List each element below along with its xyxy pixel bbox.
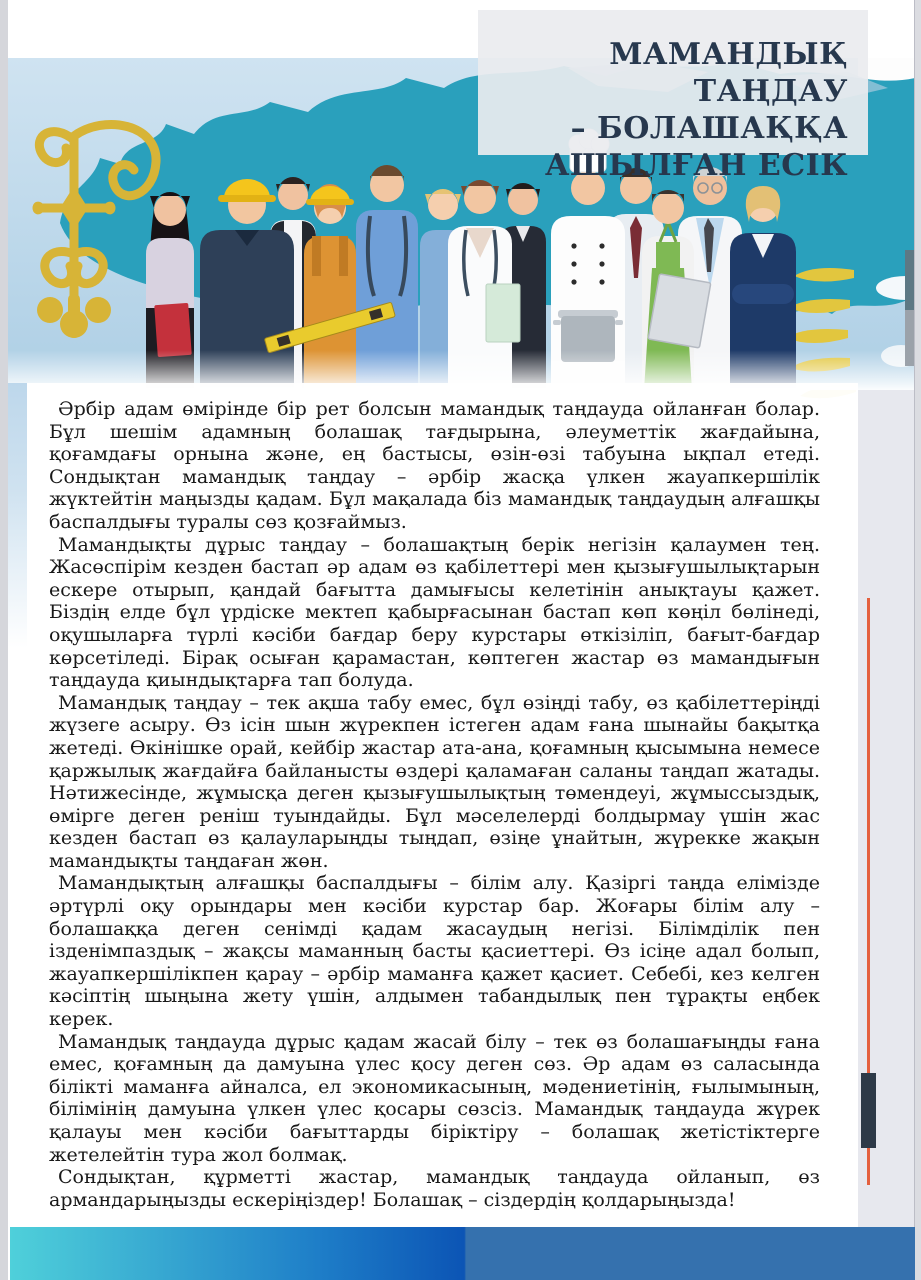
scrollbar-thumb[interactable] xyxy=(861,1073,876,1148)
article-title-line-2: – БОЛАШАҚҚА xyxy=(570,111,848,146)
paragraph-3: Мамандық таңдау – тек ақша табу емес, бұл өзіңді табу, өз қабілеттеріңді жүзеге асыру. Өз ісін шын жүрекпен істеген адам ғана шынайы бақытқа жетеді. Өкінішке орай, кейбір жастар ата-ана, қоғамның қысымына немесе қаржылық жағдайға байланысты өздері қаламаған саланы таңдап жатады. Нәтижесінде, жұмысқа деген қызығушылықтың төмендеуі, жұмыссыздық, өмірге деген реніш туындайды. Бұл мәселелерді болдырмау үшін жас кезден бастап өз қалауларыңды тыңдап, өзіңе ұнайтын, жүрекке жақын мамандықты таңдаған жөн. xyxy=(49,691,820,872)
paragraph-6: Сондықтан, құрметті жастар, мамандық таңдауда ойланып, өз армандарыңызды ескеріңіздер! Болашақ – сіздердің қолдарыңызда! xyxy=(49,1166,820,1211)
article-body-panel xyxy=(27,383,858,1227)
article-title-line-3: АШЫЛҒАН ЕСІК xyxy=(544,148,848,183)
clipboard-prop xyxy=(648,274,711,348)
page-left-edge xyxy=(0,0,8,1280)
article-title-box xyxy=(478,10,868,183)
paragraph-1: Әрбір адам өмірінде бір рет болсын мамандық таңдауда ойланған болар. Бұл шешім адамның болашақ тағдырына, әлеуметтік жағдайына, қоғамдағы орнына және, ең бастысы, өзін-өзі табуына ықпал етеді. Сондықтан мамандық таңдау – әрбір жасқа үлкен жауапкершілік жүктейтін маңызды қадам. Бұл мақалада біз мамандық таңдаудың алғашқы баспалдығы туралы сөз қозғаймыз. xyxy=(49,398,820,533)
article-title-line-1: МАМАНДЫҚ ТАҢДАУ xyxy=(609,37,848,109)
paragraph-2: Мамандықты дұрыс таңдау – болашақтың берік негізін қалаумен тең. Жасөспірім кезден бастап әр адам өз қабілеттері мен қызығушылықтарын ескере отырып, қандай бағытта дамығысы келетінін анықтауы қажет. Біздің елде бұл үрдіске мектеп қабырғасынан бастап көп көңіл бөлінеді, оқушыларға түрлі кәсіби бағдар беру курстары өткізіліп, бағыт-бағдар көрсетіледі. Бірақ осыған қарамастан, көптеген жастар өз мамандығын таңдауда қиындықтарға тап болуда. xyxy=(49,533,820,692)
page-right-edge xyxy=(914,0,921,1280)
photo-scrollbar[interactable] xyxy=(905,250,914,366)
paragraph-5: Мамандық таңдауда дұрыс қадам жасай білу – тек өз болашағыңды ғана емес, қоғамның да дамуына үлес қосу деген сөз. Әр адам өз саласында білікті маманға айналса, ел экономикасының, мәдениетінің, ғылымының, білімінің дамуына үлкен үлес қосары сөзсіз. Мамандық таңдауда жүрек қалауы мен кәсіби бағыттарды біріктіру – болашақ жетістіктерге жетелейтін тура жол болмақ. xyxy=(49,1030,820,1166)
photo-scrollbar-thumb-dark[interactable] xyxy=(905,250,914,310)
bottom-decor-bar xyxy=(10,1227,915,1280)
photo-scrollbar-thumb-light[interactable] xyxy=(905,310,914,366)
paragraph-4: Мамандықтың алғашқы баспалдығы – білім алу. Қазіргі таңда елімізде әртүрлі оқу орындары мен кәсіби курстар бар. Жоғары білім алу – болашаққа деген сенімді қадам жасаудың негізі. Білімділік пен ізденімпаздық – жақсы маманның басты қасиеттері. Өз ісіңе адал болып, жауапкершілікпен қарау – әрбір маманға қажет қасиет. Себебі, кез келген кәсіптің шыңына жету үшін, алдымен табандылық пен тұрақты еңбек керек. xyxy=(49,872,820,1031)
left-sky-strip xyxy=(8,383,27,648)
